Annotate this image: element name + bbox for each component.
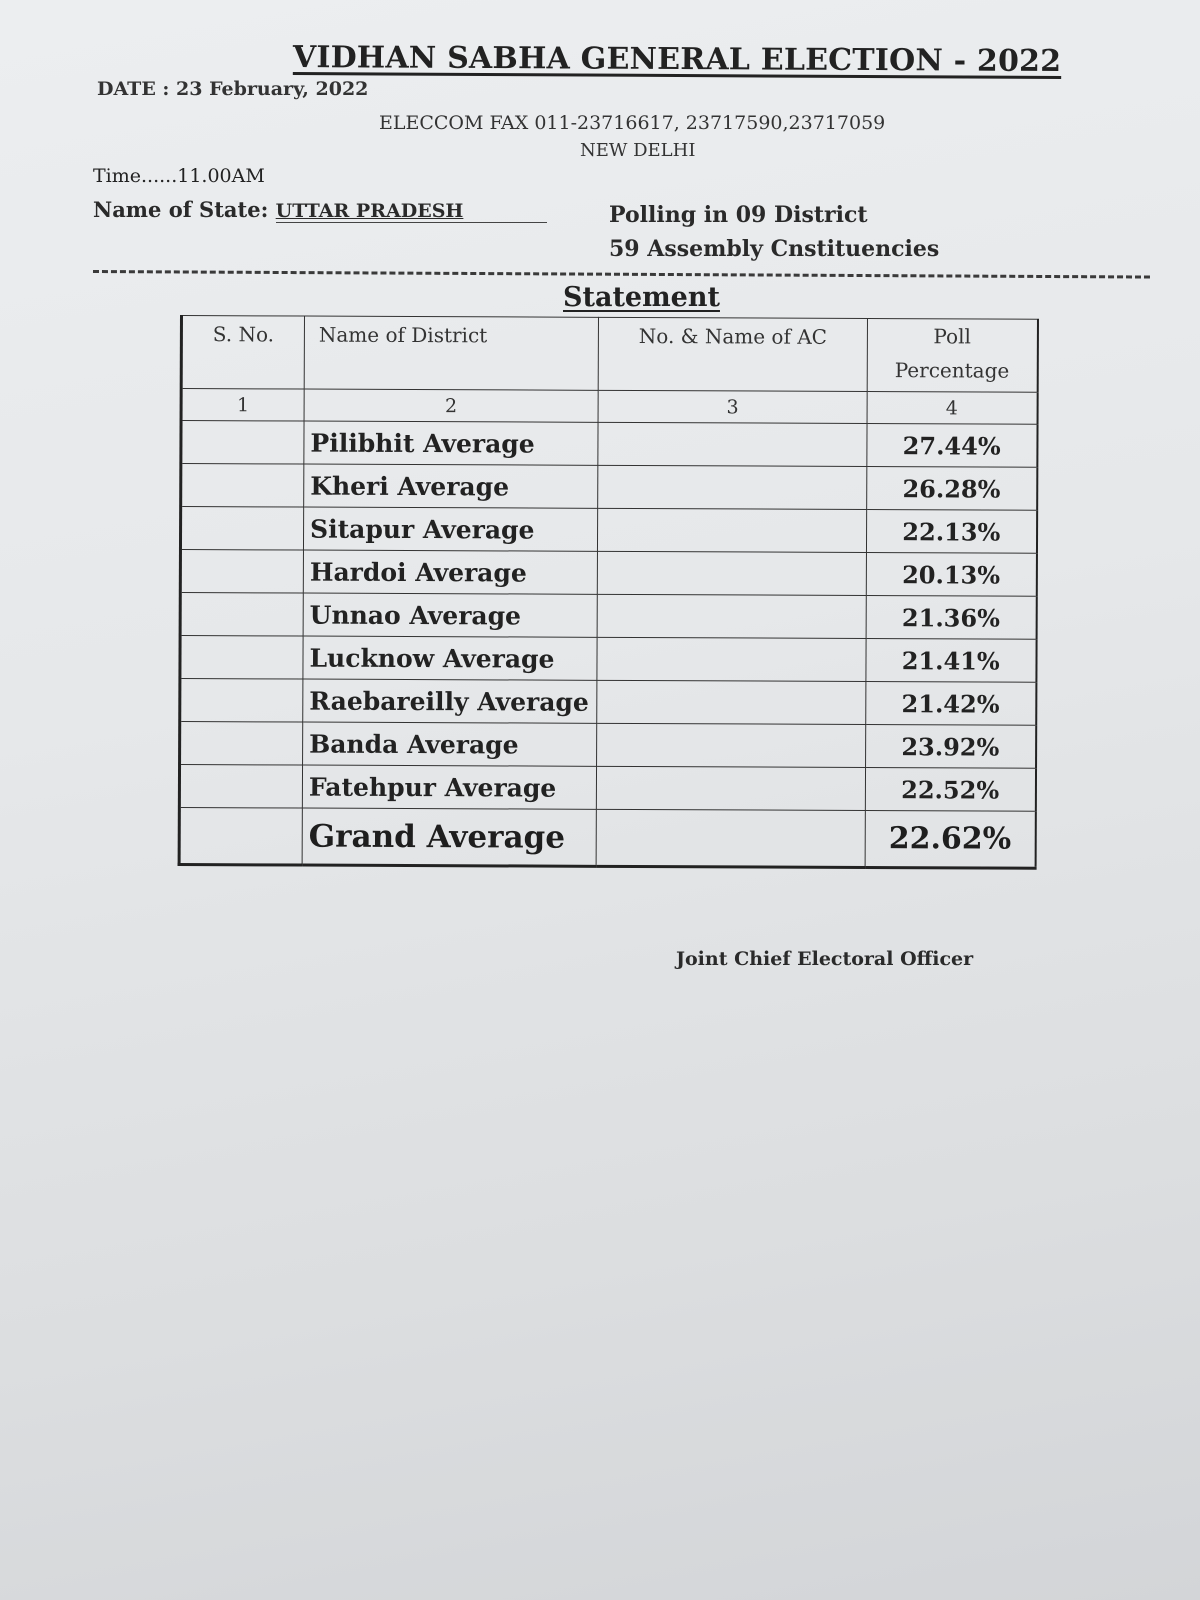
percentage-cell: 20.13% [866, 552, 1036, 596]
sno-cell [180, 679, 303, 723]
document-title: VIDHAN SABHA GENERAL ELECTION - 2022 [292, 40, 1062, 80]
table-row [180, 507, 1036, 554]
ac-cell [598, 422, 867, 466]
fax-line: ELECCOM FAX 011-23716617, 23717590,23717059 [379, 112, 886, 134]
ac-cell [597, 723, 866, 767]
table-row [180, 679, 1036, 726]
district-cell: Unnao Average [303, 593, 597, 637]
column-number: 3 [598, 390, 867, 423]
sno-cell [180, 722, 303, 766]
ac-cell [596, 809, 865, 867]
table-row [181, 464, 1037, 511]
table-row [181, 421, 1037, 468]
percentage-cell: 22.52% [865, 767, 1035, 811]
sno-cell [180, 507, 303, 551]
state-line [93, 197, 547, 223]
sno-cell [180, 550, 303, 594]
district-cell: Lucknow Average [303, 636, 597, 680]
sno-cell [179, 808, 302, 866]
sno-cell [181, 464, 304, 508]
sno-cell [181, 421, 304, 465]
ac-cell [597, 680, 866, 724]
percentage-cell: 26.28% [867, 466, 1037, 510]
ac-cell [597, 637, 866, 681]
date-line: DATE : 23 February, 2022 [97, 78, 369, 100]
dashed-divider [93, 270, 1150, 279]
ac-cell [597, 508, 866, 552]
column-number: 1 [181, 389, 304, 422]
percentage-cell: 21.42% [866, 681, 1036, 725]
column-number: 4 [867, 391, 1037, 424]
grand-average-percentage: 22.62% [865, 810, 1035, 868]
header-row [181, 316, 1037, 393]
district-cell: Kheri Average [304, 464, 598, 508]
district-cell: Banda Average [303, 722, 597, 766]
district-cell: Hardoi Average [303, 550, 597, 594]
ac-cell [598, 465, 867, 509]
sno-cell [180, 636, 303, 680]
signatory: Joint Chief Electoral Officer [676, 948, 974, 970]
header-district: Name of District [304, 316, 598, 390]
table-row [180, 593, 1036, 640]
table-body [179, 316, 1037, 869]
state-label: Name of State: [93, 197, 269, 222]
state-value: UTTAR PRADESH [276, 201, 548, 223]
table-row [180, 550, 1036, 597]
district-cell: Fatehpur Average [302, 765, 596, 809]
header-poll-percentage: Poll Percentage [867, 318, 1037, 392]
column-number: 2 [304, 389, 598, 422]
percentage-cell: 21.36% [866, 595, 1036, 639]
table-row [180, 636, 1036, 683]
header-ac: No. & Name of AC [598, 317, 867, 391]
district-cell: Sitapur Average [303, 507, 597, 551]
percentage-cell: 22.13% [866, 509, 1036, 553]
ac-cell [596, 766, 865, 810]
district-cell: Pilibhit Average [304, 421, 598, 465]
table-row [179, 765, 1035, 812]
grand-average-row [179, 808, 1035, 869]
percentage-cell: 27.44% [867, 423, 1037, 467]
ac-cell [597, 594, 866, 638]
poll-percentage-table [178, 315, 1039, 870]
table-row [180, 722, 1036, 769]
time-line: Time......11.00AM [93, 165, 265, 187]
city-line: NEW DELHI [580, 140, 696, 161]
sno-cell [180, 593, 303, 637]
ac-cell [597, 551, 866, 595]
district-cell: Raebareilly Average [303, 679, 597, 723]
percentage-cell: 23.92% [866, 724, 1036, 768]
grand-average-label: Grand Average [302, 808, 596, 866]
column-number-row [181, 389, 1037, 425]
statement-heading: Statement [563, 282, 720, 313]
header-sno: S. No. [181, 316, 304, 390]
sno-cell [179, 765, 302, 809]
percentage-cell: 21.41% [866, 638, 1036, 682]
polling-constituencies: 59 Assembly Cnstituencies [609, 236, 940, 262]
polling-districts: Polling in 09 District [609, 202, 868, 228]
